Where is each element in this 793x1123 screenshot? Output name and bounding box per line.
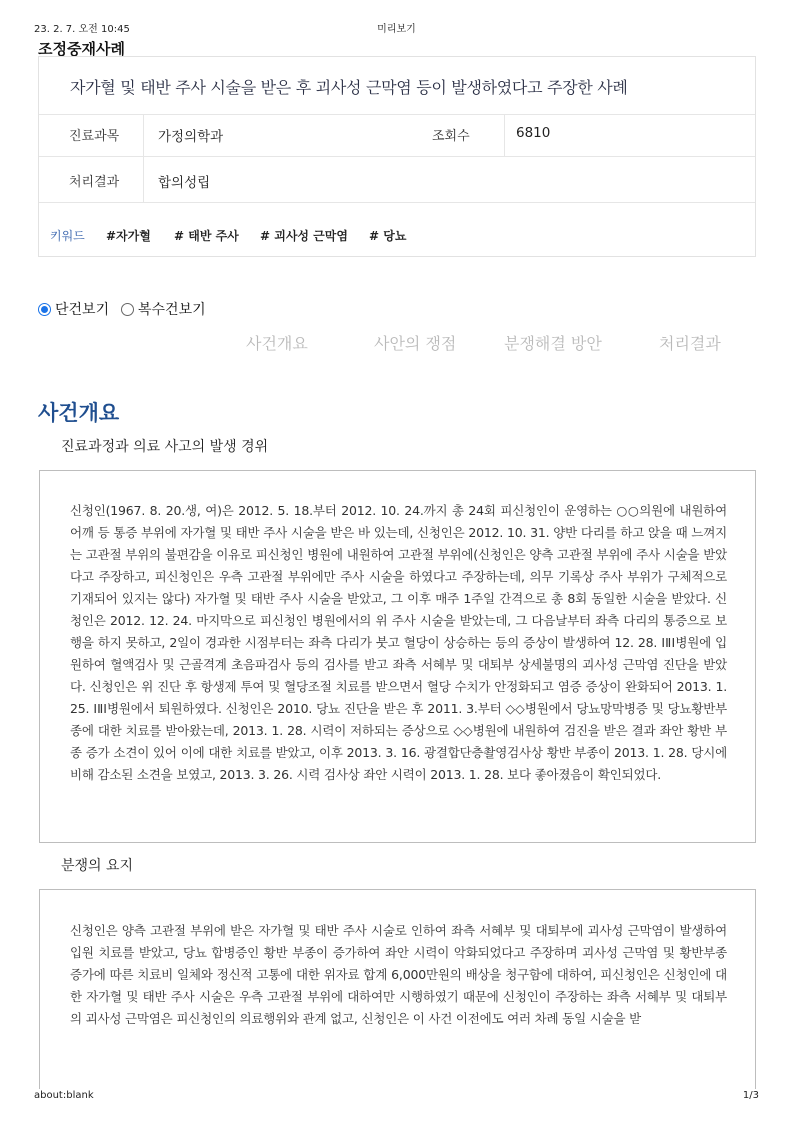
- case-title: 자가혈 및 태반 주사 시술을 받은 후 괴사성 근막염 등이 발생하였다고 주장한 사례: [70, 78, 628, 97]
- case-info-box: [38, 56, 756, 257]
- print-header: [34, 20, 759, 34]
- views-label: 조회수: [432, 129, 470, 144]
- tab-issues[interactable]: 사안의 쟁점: [374, 334, 457, 353]
- keyword-tag[interactable]: # 괴사성 근막염: [260, 229, 348, 243]
- divider: [143, 156, 144, 202]
- overview-heading: 사건개요: [38, 401, 120, 425]
- dispute-subheading: 분쟁의 요지: [61, 858, 134, 874]
- tab-overview[interactable]: 사건개요: [246, 334, 308, 353]
- dispute-text-box: [39, 889, 756, 1089]
- divider: [39, 114, 755, 115]
- radio-unchecked-icon[interactable]: [121, 303, 134, 316]
- multiple-view-radio[interactable]: [121, 299, 206, 319]
- print-url: about:blank: [34, 1090, 94, 1101]
- print-title: 미리보기: [377, 24, 416, 35]
- keyword-tag[interactable]: # 태반 주사: [174, 229, 239, 243]
- page-number: 1/3: [742, 1090, 759, 1101]
- keyword-tag[interactable]: #자가혈: [106, 229, 151, 243]
- single-view-radio[interactable]: [38, 299, 109, 319]
- views-value: 6810: [516, 125, 551, 141]
- department-label: 진료과목: [69, 129, 120, 144]
- divider: [39, 156, 755, 157]
- department-value: 가정의학과: [158, 129, 224, 145]
- process-subheading: 진료과정과 의료 사고의 발생 경위: [61, 439, 269, 455]
- keywords-label: 키워드: [50, 229, 85, 243]
- print-timestamp: 23. 2. 7. 오전 10:45: [34, 24, 130, 35]
- tab-result[interactable]: 처리결과: [659, 334, 721, 353]
- single-view-label[interactable]: 단건보기: [55, 302, 110, 318]
- keyword-tag[interactable]: # 당뇨: [369, 229, 407, 243]
- result-value: 합의성립: [158, 175, 211, 191]
- multiple-view-label[interactable]: 복수건보기: [138, 302, 206, 318]
- process-paragraph: 신청인(1967. 8. 20.생, 여)은 2012. 5. 18.부터 2012. 10. 24.까지 총 24회 피신청인이 운영하는 ○○의원에 내원하여 어깨 등 통증 부위에 자가혈 및 태반 주사 시술을 받은 바 있는데, 신청인은 2012. 10. 31. 양반 다리를 하고 앉을 때 느껴지는 고관절 부위의 불편감을 이유로 피신청인 병원에 내원하여 고관절 부위에(신청인은 양측 고관절 부위에 주사 시술을 받았다고 주장하고, 피신청인은 우측 고관절 부위에만 주사 시술을 하였다고 주장하는데, 의무 기록상 주사 부위가 구체적으로 기재되어 있지는 않다) 자가혈 및 태반 주사 시술을 받았고, 그 이후 매주 1주일 간격으로 총 8회 동일한 시술을 받았다. 신청인은 2012. 12. 24. 마지막으로 피신청인 병원에서의 위 주사 시술을 받았는데, 그 다음날부터 좌측 다리의 통증으로 보행을 하지 못하고, 2일이 경과한 시점부터는 좌측 다리가 붓고 혈당이 상승하는 등의 증상이 발생하여 12. 28. ⅠⅡⅠ병원에 입원하여 혈액검사 및 근골격계 초음파검사 등의 검사를 받고 좌측 서혜부 및 대퇴부 상세불명의 괴사성 근막염 진단을 받았다. 신청인은 위 진단 후 항생제 투여 및 혈당조절 치료를 받으면서 혈당 수치가 안정화되고 염증 증상이 완화되어 2013. 1. 25. ⅠⅡⅠ병원에서 퇴원하였다. 신청인은 2010. 당뇨 진단을 받은 후 2011. 3.부터 ◇◇병원에서 당뇨망막병증 및 당뇨황반부종에 대한 치료를 받아왔는데, 2013. 1. 28. 시력이 저하되는 증상으로 ◇◇병원에 내원하여 검진을 받은 결과 좌안 황반 부종 증가 소견이 있어 이에 대한 치료를 받았고, 이후 2013. 3. 16. 광결합단층촬영검사상 황반 부종이 2013. 1. 28. 당시에 비해 감소된 소견을 보였고, 2013. 3. 26. 시력 검사상 좌안 시력이 2013. 1. 28. 보다 좋아졌음이 확인되었다.: [70, 503, 727, 782]
- divider: [39, 202, 755, 203]
- divider: [143, 114, 144, 156]
- radio-checked-icon[interactable]: [38, 303, 51, 316]
- divider: [504, 114, 505, 156]
- process-text-box: [39, 470, 756, 843]
- section-title: 조정중재사례: [38, 40, 125, 58]
- tab-resolution[interactable]: 분쟁해결 방안: [504, 334, 602, 353]
- result-label: 처리결과: [69, 175, 120, 190]
- dispute-paragraph: 신청인은 양측 고관절 부위에 받은 자가혈 및 태반 주사 시술로 인하여 좌측 서혜부 및 대퇴부에 괴사성 근막염이 발생하여 입원 치료를 받았고, 당뇨 합병증인 황반 부종이 증가하여 좌안 시력이 악화되었다고 주장하며 괴사성 근막염 및 황반부종 증가에 따른 치료비 일체와 정신적 고통에 대한 위자료 합계 6,000만원의 배상을 청구함에 대하여, 피신청인은 신청인에 대한 자가혈 및 태반 주사 시술은 우측 고관절 부위에 대하여만 시행하였기 때문에 신청인이 주장하는 좌측 서혜부 및 대퇴부의 괴사성 근막염은 피신청인의 의료행위와 관계 없고, 신청인은 이 사건 이전에도 여러 차례 동일 시술을 받: [70, 923, 727, 1026]
